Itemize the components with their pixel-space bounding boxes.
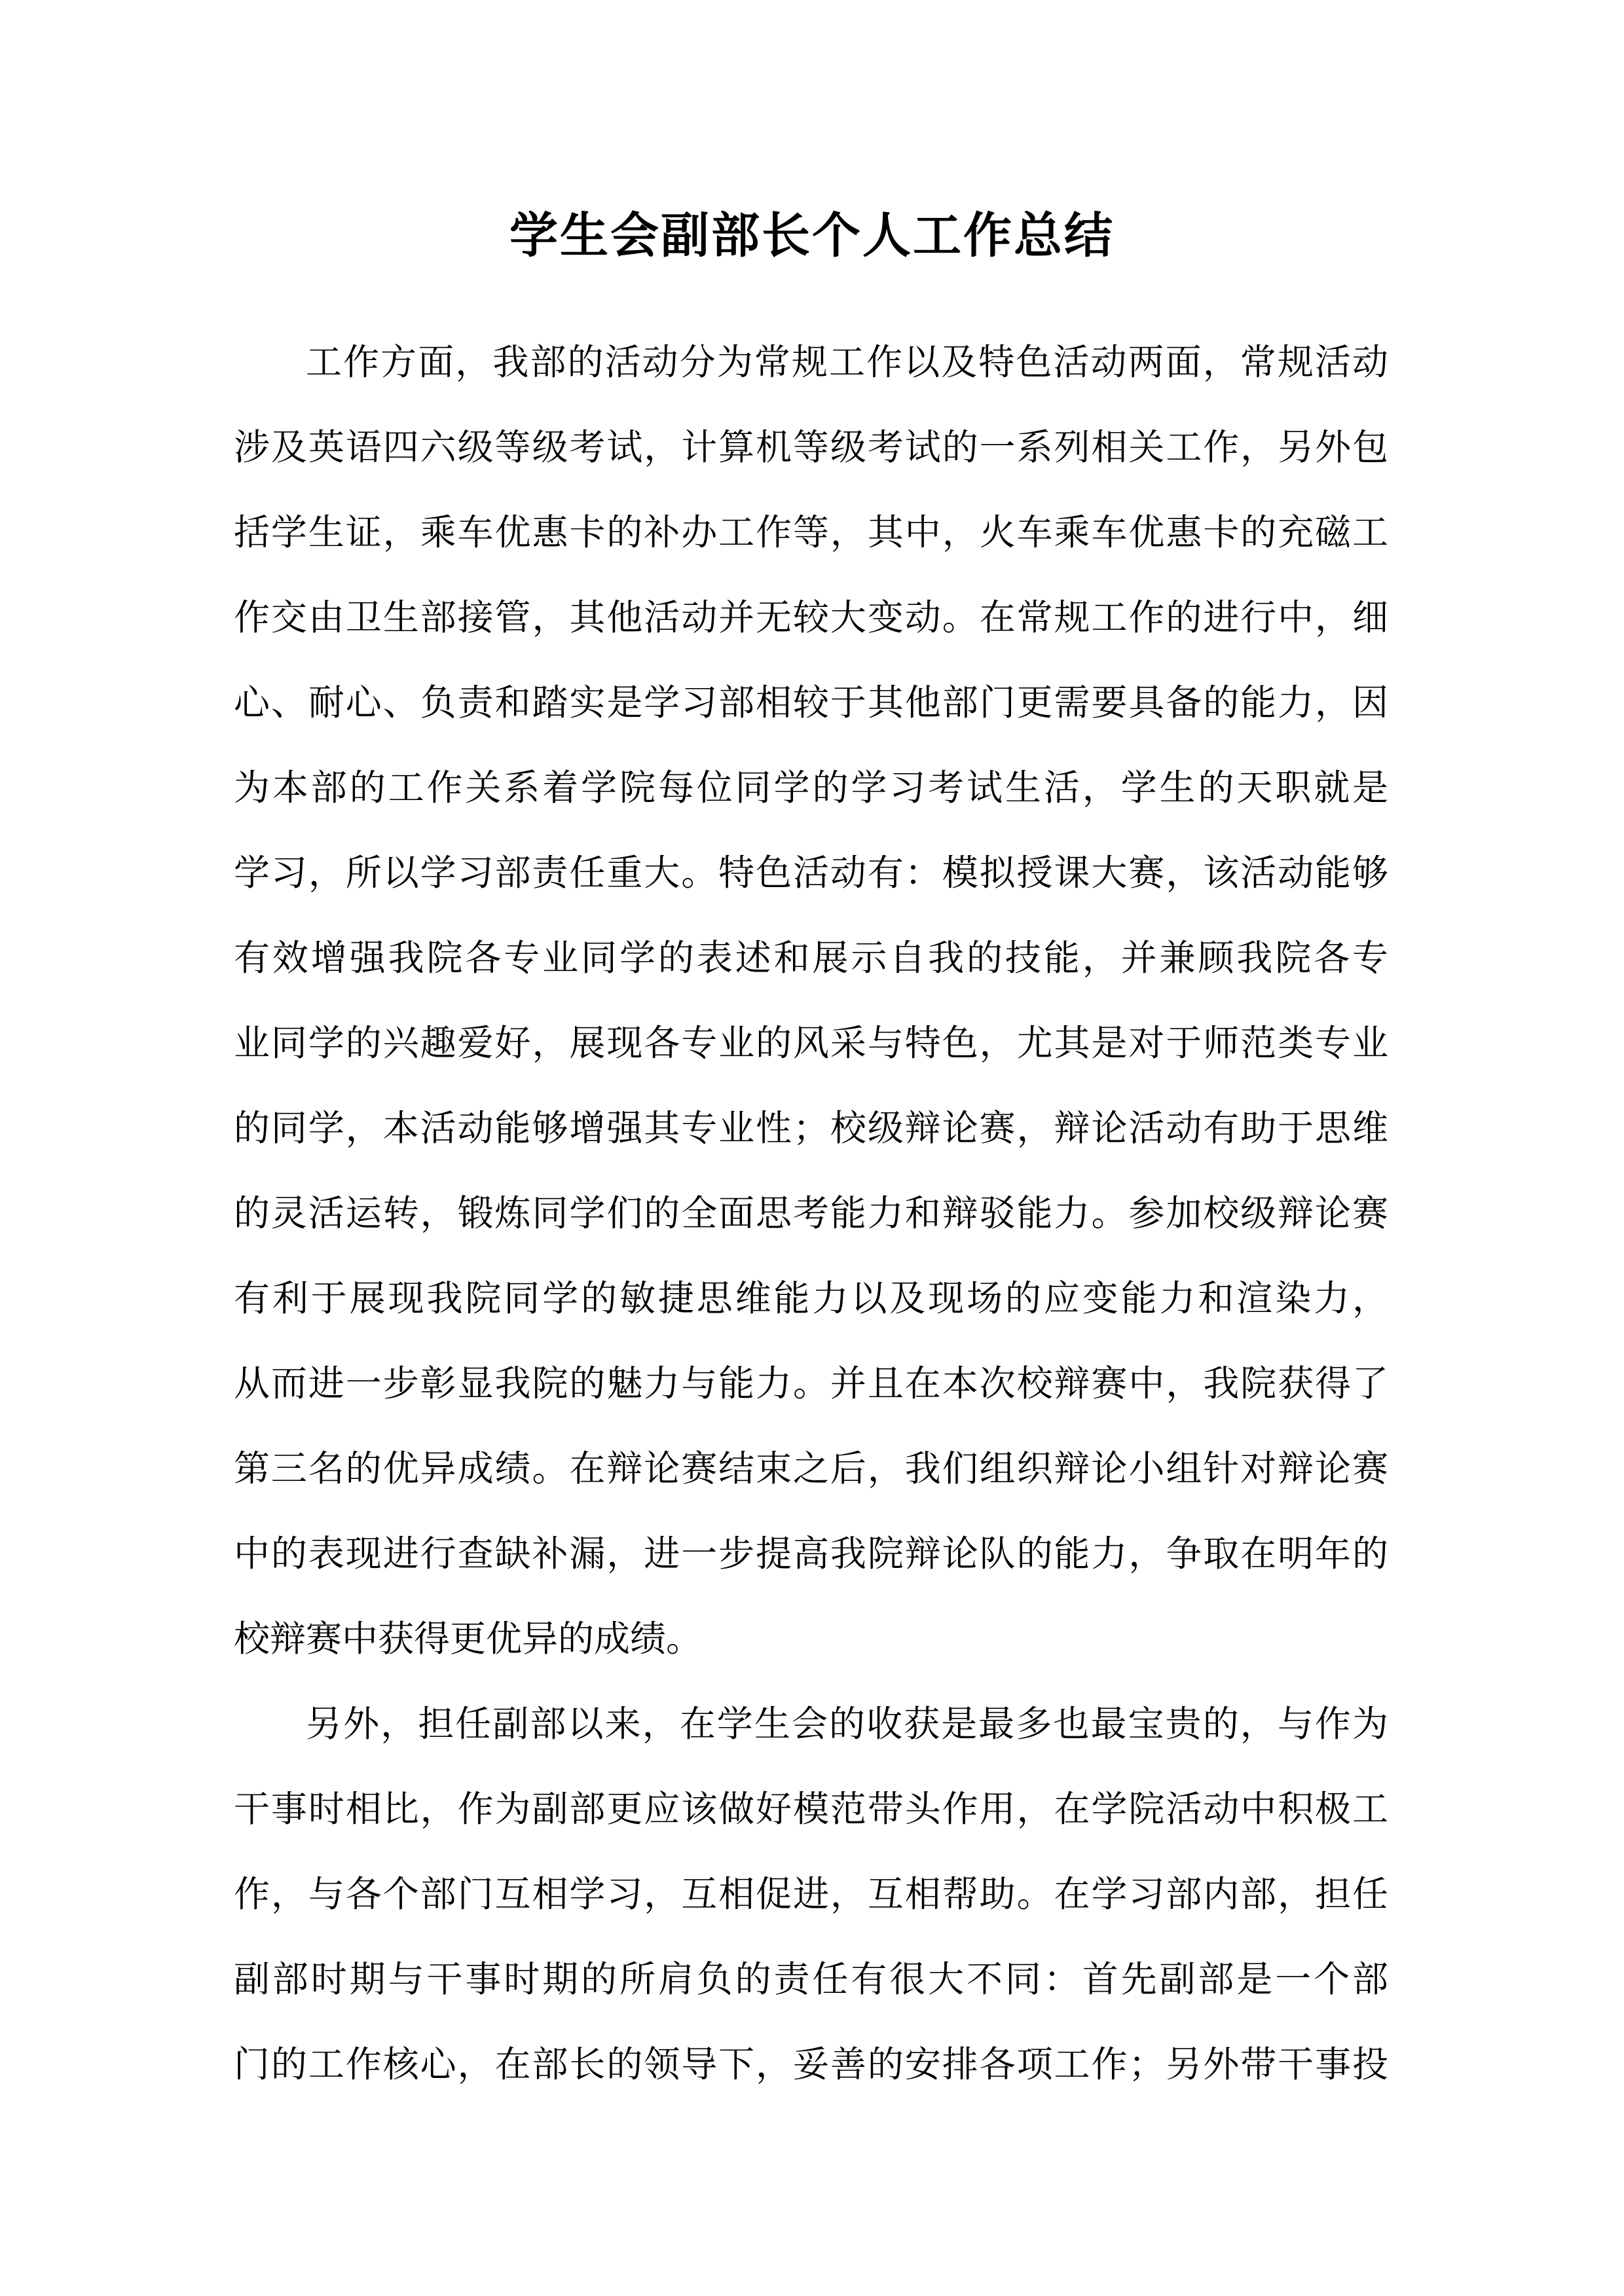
body-line: 工作方面，我部的活动分为常规工作以及特色活动两面，常规活动: [306, 342, 1388, 382]
body-line: 门的工作核心，在部长的领导下，妥善的安排各项工作；另外带干事投: [234, 2045, 1388, 2085]
body-line: 另外，担任副部以来，在学生会的收获是最多也最宝贵的，与作为: [306, 1704, 1388, 1744]
body-line: 涉及英语四六级等级考试，计算机等级考试的一系列相关工作，另外包: [234, 428, 1388, 467]
body-line: 副部时期与干事时期的所肩负的责任有很大不同：首先副部是一个部: [234, 1959, 1388, 1999]
body-line: 作，与各个部门互相学习，互相促进，互相帮助。在学习部内部，担任: [234, 1874, 1388, 1914]
body-line: 中的表现进行查缺补漏，进一步提高我院辩论队的能力，争取在明年的: [234, 1534, 1388, 1574]
document-body: [234, 320, 1388, 2107]
body-line: 从而进一步彰显我院的魅力与能力。并且在本次校辩赛中，我院获得了: [234, 1364, 1388, 1404]
body-line: 业同学的兴趣爱好，展现各专业的风采与特色，尤其是对于师范类专业: [234, 1023, 1388, 1063]
body-line: 有利于展现我院同学的敏捷思维能力以及现场的应变能力和渲染力，: [234, 1279, 1388, 1319]
body-line: 心、耐心、负责和踏实是学习部相较于其他部门更需要具备的能力，因: [234, 683, 1388, 723]
body-line: 作交由卫生部接管，其他活动并无较大变动。在常规工作的进行中，细: [234, 598, 1388, 638]
body-line: 干事时相比，作为副部更应该做好模范带头作用，在学院活动中积极工: [234, 1789, 1388, 1829]
body-line: 的同学，本活动能够增强其专业性；校级辩论赛，辩论活动有助于思维: [234, 1108, 1388, 1148]
body-line: 为本部的工作关系着学院每位同学的学习考试生活，学生的天职就是: [234, 768, 1388, 808]
body-line: 校辩赛中获得更优异的成绩。: [234, 1619, 703, 1659]
document-title: 学生会副部长个人工作总结: [509, 208, 1115, 263]
body-line: 有效增强我院各专业同学的表述和展示自我的技能，并兼顾我院各专: [234, 938, 1388, 978]
body-line: 第三名的优异成绩。在辩论赛结束之后，我们组织辩论小组针对辩论赛: [234, 1449, 1388, 1489]
body-line: 学习，所以学习部责任重大。特色活动有：模拟授课大赛，该活动能够: [234, 853, 1388, 893]
body-line: 括学生证，乘车优惠卡的补办工作等，其中，火车乘车优惠卡的充磁工: [234, 513, 1388, 553]
body-line: 的灵活运转，锻炼同学们的全面思考能力和辩驳能力。参加校级辩论赛: [234, 1194, 1388, 1233]
